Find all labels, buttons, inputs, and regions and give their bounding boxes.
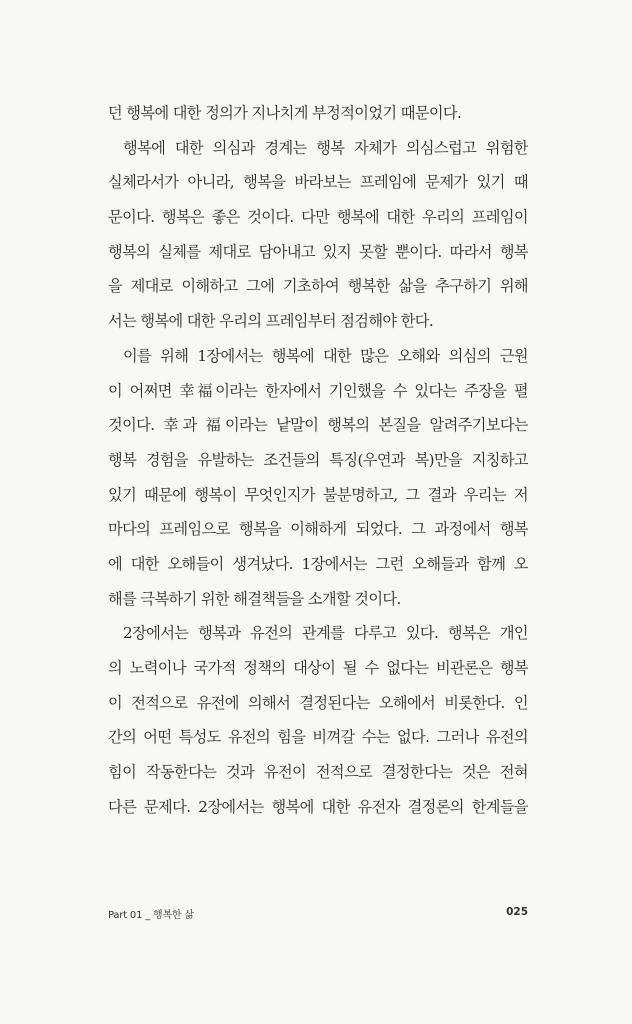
body-text-line: 힘이 작동한다는 것과 유전이 전적으로 결정한다는 것은 전혀 [108,763,528,782]
body-text-line: 에 대한 오해들이 생겨났다. 1장에서는 그런 오해들과 함께 오 [108,554,528,573]
page-footer [108,906,528,922]
body-text-line: 행복 경험을 유발하는 조건들의 특징(우연과 복)만을 지칭하고 [108,450,528,469]
body-text-line: 행복에 대한 의심과 경계는 행복 자체가 의심스럽고 위험한 [123,138,528,157]
body-text-line: 던 행복에 대한 정의가 지나치게 부정적이었기 때문이다. [108,104,462,122]
body-text-line: 실체라서가 아니라, 행복을 바라보는 프레임에 문제가 있기 때 [108,173,528,192]
body-text-line: 이를 위해 1장에서는 행복에 대한 많은 오해와 의심의 근원 [123,346,528,365]
body-text-line: 문이다. 행복은 좋은 것이다. 다만 행복에 대한 우리의 프레임이 [108,208,528,227]
body-text-line: 행복의 실체를 제대로 담아내고 있지 못할 뿐이다. 따라서 행복 [108,242,528,261]
page-number: 025 [506,906,528,918]
body-text-line: 2장에서는 행복과 유전의 관계를 다루고 있다. 행복은 개인 [123,624,528,643]
body-text-line: 의 노력이나 국가적 정책의 대상이 될 수 없다는 비관론은 행복 [108,659,528,677]
body-text-line: 것이다. 幸과 福이라는 낱말이 행복의 본질을 알려주기보다는 [108,416,528,435]
body-text-line: 마다의 프레임으로 행복을 이해하게 되었다. 그 과정에서 행복 [108,520,528,539]
running-footer-part: Part 01 _ 행복한 삶 [108,910,194,921]
body-text-line: 이 어쩌면 幸福이라는 한자에서 기인했을 수 있다는 주장을 펼 [108,381,528,400]
body-text-line: 간의 어떤 특성도 유전의 힘을 비껴갈 수는 없다. 그러나 유전의 [108,728,528,747]
body-text-line: 있기 때문에 행복이 무엇인지가 불분명하고, 그 결과 우리는 저 [108,485,528,504]
body-text-line: 서는 행복에 대한 우리의 프레임부터 점검해야 한다. [108,312,434,331]
page-body-text [108,96,528,824]
body-text-line: 을 제대로 이해하고 그에 기초하여 행복한 삶을 추구하기 위해 [108,277,528,296]
body-text-line: 이 전적으로 유전에 의해서 결정된다는 오해에서 비롯한다. 인 [108,693,528,712]
body-text-line: 해를 극복하기 위한 해결책들을 소개할 것이다. [108,589,401,608]
body-text-line: 다른 문제다. 2장에서는 행복에 대한 유전자 결정론의 한계들을 [108,797,528,816]
